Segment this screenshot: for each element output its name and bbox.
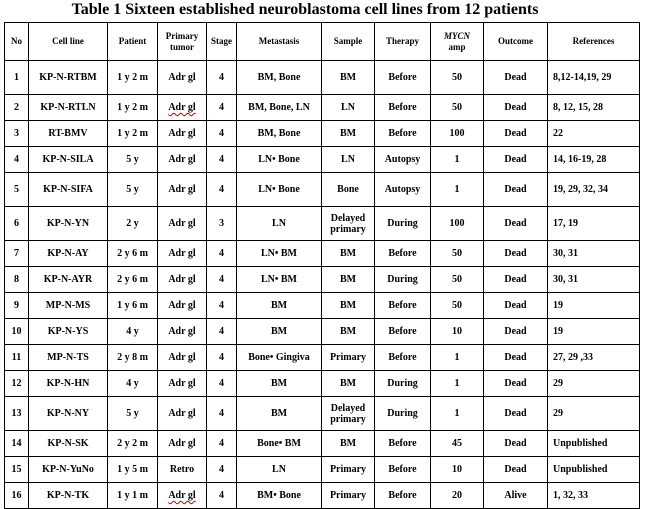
cell-mycn: 20 — [431, 483, 484, 509]
cell-line-name: MP-N-TS — [29, 345, 108, 371]
table-title: Table 1 Sixteen established neuroblastoma cell lines from 12 patients — [71, 1, 539, 18]
cell-line-name: KP-N-AY — [29, 241, 108, 267]
cell-sample: BM — [322, 319, 375, 345]
cell-patient-age: 1 y 2 m — [108, 61, 158, 95]
cell-stage: 4 — [207, 431, 237, 457]
cell-line-name: KP-N-HN — [29, 371, 108, 397]
cell-outcome: Dead — [484, 293, 548, 319]
cell-metastasis: BM, Bone — [237, 61, 322, 95]
cell-outcome: Dead — [484, 397, 548, 431]
cell-stage: 4 — [207, 121, 237, 147]
cell-patient-age: 2 y 6 m — [108, 267, 158, 293]
cell-no: 7 — [5, 241, 29, 267]
cell-therapy: Before — [375, 293, 431, 319]
cell-stage: 4 — [207, 95, 237, 121]
table-row — [5, 147, 640, 173]
cell-references: 8,12-14,19, 29 — [548, 61, 640, 95]
cell-sample: LN — [322, 95, 375, 121]
cell-patient-age: 1 y 2 m — [108, 95, 158, 121]
cell-primary-tumor: Adr gl — [158, 241, 207, 267]
cell-references: 19 — [548, 319, 640, 345]
cell-no: 16 — [5, 483, 29, 509]
cell-primary-tumor: Adr gl — [158, 397, 207, 431]
cell-references: 19, 29, 32, 34 — [548, 173, 640, 207]
cell-line-name: KP-N-YN — [29, 207, 108, 241]
cell-outcome: Dead — [484, 345, 548, 371]
header-row — [5, 23, 640, 61]
cell-line-name: KP-N-YS — [29, 319, 108, 345]
cell-primary-tumor: Adr gl — [158, 147, 207, 173]
cell-metastasis: Bone• Gingiva — [237, 345, 322, 371]
cell-mycn: 50 — [431, 61, 484, 95]
cell-mycn: 1 — [431, 147, 484, 173]
col-header-cell-line: Cell line — [29, 23, 108, 61]
cell-patient-age: 5 y — [108, 397, 158, 431]
cell-references: Unpublished — [548, 431, 640, 457]
cell-sample: BM — [322, 61, 375, 95]
cell-metastasis: LN• BM — [237, 241, 322, 267]
cell-line-name: KP-N-RTLN — [29, 95, 108, 121]
cell-mycn: 1 — [431, 371, 484, 397]
cell-no: 13 — [5, 397, 29, 431]
cell-patient-age: 1 y 1 m — [108, 483, 158, 509]
cell-sample: Primary — [322, 483, 375, 509]
table-row — [5, 397, 640, 431]
cell-patient-age: 1 y 2 m — [108, 121, 158, 147]
col-header-references: References — [548, 23, 640, 61]
cell-therapy: Before — [375, 241, 431, 267]
cell-line-name: RT-BMV — [29, 121, 108, 147]
cell-outcome: Dead — [484, 173, 548, 207]
cell-line-name: KP-N-SK — [29, 431, 108, 457]
cell-outcome: Dead — [484, 95, 548, 121]
cell-outcome: Dead — [484, 61, 548, 95]
col-header-therapy: Therapy — [375, 23, 431, 61]
cell-metastasis: LN — [237, 457, 322, 483]
cell-therapy: During — [375, 207, 431, 241]
cell-references: 22 — [548, 121, 640, 147]
cell-stage: 4 — [207, 345, 237, 371]
cell-sample: BM — [322, 267, 375, 293]
cell-metastasis: Bone• BM — [237, 431, 322, 457]
cell-stage: 4 — [207, 371, 237, 397]
cell-sample: BM — [322, 121, 375, 147]
cell-therapy: Autopsy — [375, 173, 431, 207]
cell-sample: BM — [322, 293, 375, 319]
cell-outcome: Dead — [484, 121, 548, 147]
cell-sample: Delayed primary — [322, 397, 375, 431]
cell-references: Unpublished — [548, 457, 640, 483]
cell-primary-tumor: Retro — [158, 457, 207, 483]
cell-stage: 4 — [207, 319, 237, 345]
cell-patient-age: 1 y 5 m — [108, 457, 158, 483]
cell-metastasis: LN — [237, 207, 322, 241]
cell-metastasis: BM• Bone — [237, 483, 322, 509]
cell-references: 8, 12, 15, 28 — [548, 95, 640, 121]
cell-mycn: 1 — [431, 345, 484, 371]
table-row — [5, 371, 640, 397]
col-header-primary-tumor: Primary tumor — [158, 23, 207, 61]
cell-patient-age: 2 y 2 m — [108, 431, 158, 457]
cell-mycn: 100 — [431, 121, 484, 147]
cell-stage: 4 — [207, 267, 237, 293]
cell-mycn: 50 — [431, 267, 484, 293]
cell-line-name: KP-N-RTBM — [29, 61, 108, 95]
cell-outcome: Dead — [484, 319, 548, 345]
table-row — [5, 457, 640, 483]
table-row — [5, 173, 640, 207]
cell-no: 1 — [5, 61, 29, 95]
cell-sample: BM — [322, 241, 375, 267]
cell-therapy: During — [375, 371, 431, 397]
cell-outcome: Dead — [484, 241, 548, 267]
cell-outcome: Dead — [484, 431, 548, 457]
cell-no: 10 — [5, 319, 29, 345]
cell-mycn: 50 — [431, 241, 484, 267]
cell-no: 15 — [5, 457, 29, 483]
cell-mycn: 45 — [431, 431, 484, 457]
cell-primary-tumor: Adr gl — [158, 267, 207, 293]
cell-no: 9 — [5, 293, 29, 319]
cell-therapy: Before — [375, 95, 431, 121]
table-row — [5, 345, 640, 371]
cell-references: 30, 31 — [548, 267, 640, 293]
cell-sample: Primary — [322, 457, 375, 483]
cell-primary-tumor: Adr gl — [158, 293, 207, 319]
cell-therapy: Before — [375, 121, 431, 147]
cell-outcome: Dead — [484, 371, 548, 397]
cell-no: 4 — [5, 147, 29, 173]
cell-mycn: 1 — [431, 397, 484, 431]
cell-references: 29 — [548, 371, 640, 397]
cell-primary-tumor: Adr gl — [158, 371, 207, 397]
cell-no: 6 — [5, 207, 29, 241]
cell-patient-age: 2 y — [108, 207, 158, 241]
cell-sample: Primary — [322, 345, 375, 371]
cell-primary-tumor: Adr gl — [158, 319, 207, 345]
cell-patient-age: 5 y — [108, 147, 158, 173]
table-row — [5, 293, 640, 319]
cell-therapy: Before — [375, 483, 431, 509]
cell-references: 19 — [548, 293, 640, 319]
cell-mycn: 1 — [431, 173, 484, 207]
table-row — [5, 267, 640, 293]
col-header-metastasis: Metastasis — [237, 23, 322, 61]
cell-stage: 4 — [207, 173, 237, 207]
table-row — [5, 207, 640, 241]
cell-primary-tumor: Adr gl — [158, 483, 207, 509]
cell-sample: BM — [322, 431, 375, 457]
cell-line-name: KP-N-NY — [29, 397, 108, 431]
cell-no: 5 — [5, 173, 29, 207]
cell-mycn: 50 — [431, 95, 484, 121]
cell-therapy: During — [375, 267, 431, 293]
cell-stage: 4 — [207, 293, 237, 319]
cell-stage: 4 — [207, 483, 237, 509]
cell-therapy: During — [375, 397, 431, 431]
cell-stage: 3 — [207, 207, 237, 241]
table-row — [5, 431, 640, 457]
cell-therapy: Autopsy — [375, 147, 431, 173]
cell-outcome: Dead — [484, 267, 548, 293]
cell-references: 1, 32, 33 — [548, 483, 640, 509]
table-row — [5, 241, 640, 267]
cell-metastasis: BM, Bone — [237, 121, 322, 147]
cell-sample: LN — [322, 147, 375, 173]
cell-sample: Delayed primary — [322, 207, 375, 241]
cell-stage: 4 — [207, 241, 237, 267]
cell-metastasis: BM — [237, 319, 322, 345]
cell-references: 30, 31 — [548, 241, 640, 267]
cell-outcome: Dead — [484, 147, 548, 173]
cell-mycn: 100 — [431, 207, 484, 241]
cell-references: 14, 16-19, 28 — [548, 147, 640, 173]
cell-metastasis: BM — [237, 293, 322, 319]
col-header-patient: Patient — [108, 23, 158, 61]
cell-patient-age: 5 y — [108, 173, 158, 207]
cell-therapy: Before — [375, 345, 431, 371]
cell-therapy: Before — [375, 457, 431, 483]
cell-no: 12 — [5, 371, 29, 397]
table-row — [5, 61, 640, 95]
cell-no: 14 — [5, 431, 29, 457]
cell-metastasis: BM — [237, 397, 322, 431]
cell-metastasis: LN• Bone — [237, 173, 322, 207]
col-header-mycn-amp: MYCN amp — [431, 23, 484, 61]
cell-outcome: Dead — [484, 457, 548, 483]
cell-primary-tumor: Adr gl — [158, 431, 207, 457]
cell-metastasis: BM, Bone, LN — [237, 95, 322, 121]
cell-references: 17, 19 — [548, 207, 640, 241]
cell-stage: 4 — [207, 397, 237, 431]
cell-patient-age: 4 y — [108, 319, 158, 345]
table-row — [5, 483, 640, 509]
cell-stage: 4 — [207, 457, 237, 483]
cell-references: 27, 29 ,33 — [548, 345, 640, 371]
cell-no: 11 — [5, 345, 29, 371]
cell-no: 8 — [5, 267, 29, 293]
cell-sample: Bone — [322, 173, 375, 207]
cell-line-name: MP-N-MS — [29, 293, 108, 319]
col-header-outcome: Outcome — [484, 23, 548, 61]
cell-primary-tumor: Adr gl — [158, 173, 207, 207]
cell-outcome: Dead — [484, 207, 548, 241]
table-row — [5, 121, 640, 147]
cell-patient-age: 4 y — [108, 371, 158, 397]
cell-line-name: KP-N-SILA — [29, 147, 108, 173]
col-header-no: No — [5, 23, 29, 61]
cell-patient-age: 2 y 6 m — [108, 241, 158, 267]
cell-primary-tumor: Adr gl — [158, 61, 207, 95]
cell-metastasis: LN• Bone — [237, 147, 322, 173]
cell-references: 29 — [548, 397, 640, 431]
cell-primary-tumor: Adr gl — [158, 95, 207, 121]
cell-therapy: Before — [375, 431, 431, 457]
cell-primary-tumor: Adr gl — [158, 207, 207, 241]
cell-lines-table — [4, 22, 640, 509]
table-row — [5, 95, 640, 121]
cell-mycn: 10 — [431, 319, 484, 345]
cell-stage: 4 — [207, 147, 237, 173]
cell-line-name: KP-N-AYR — [29, 267, 108, 293]
cell-line-name: KP-N-TK — [29, 483, 108, 509]
table-row — [5, 319, 640, 345]
cell-therapy: Before — [375, 319, 431, 345]
cell-stage: 4 — [207, 61, 237, 95]
cell-patient-age: 2 y 8 m — [108, 345, 158, 371]
cell-mycn: 10 — [431, 457, 484, 483]
cell-patient-age: 1 y 6 m — [108, 293, 158, 319]
cell-line-name: KP-N-YuNo — [29, 457, 108, 483]
cell-primary-tumor: Adr gl — [158, 121, 207, 147]
col-header-sample: Sample — [322, 23, 375, 61]
cell-line-name: KP-N-SIFA — [29, 173, 108, 207]
cell-no: 2 — [5, 95, 29, 121]
cell-metastasis: BM — [237, 371, 322, 397]
cell-metastasis: LN• BM — [237, 267, 322, 293]
cell-primary-tumor: Adr gl — [158, 345, 207, 371]
cell-mycn: 50 — [431, 293, 484, 319]
cell-outcome: Alive — [484, 483, 548, 509]
cell-therapy: Before — [375, 61, 431, 95]
col-header-stage: Stage — [207, 23, 237, 61]
cell-no: 3 — [5, 121, 29, 147]
cell-sample: BM — [322, 371, 375, 397]
